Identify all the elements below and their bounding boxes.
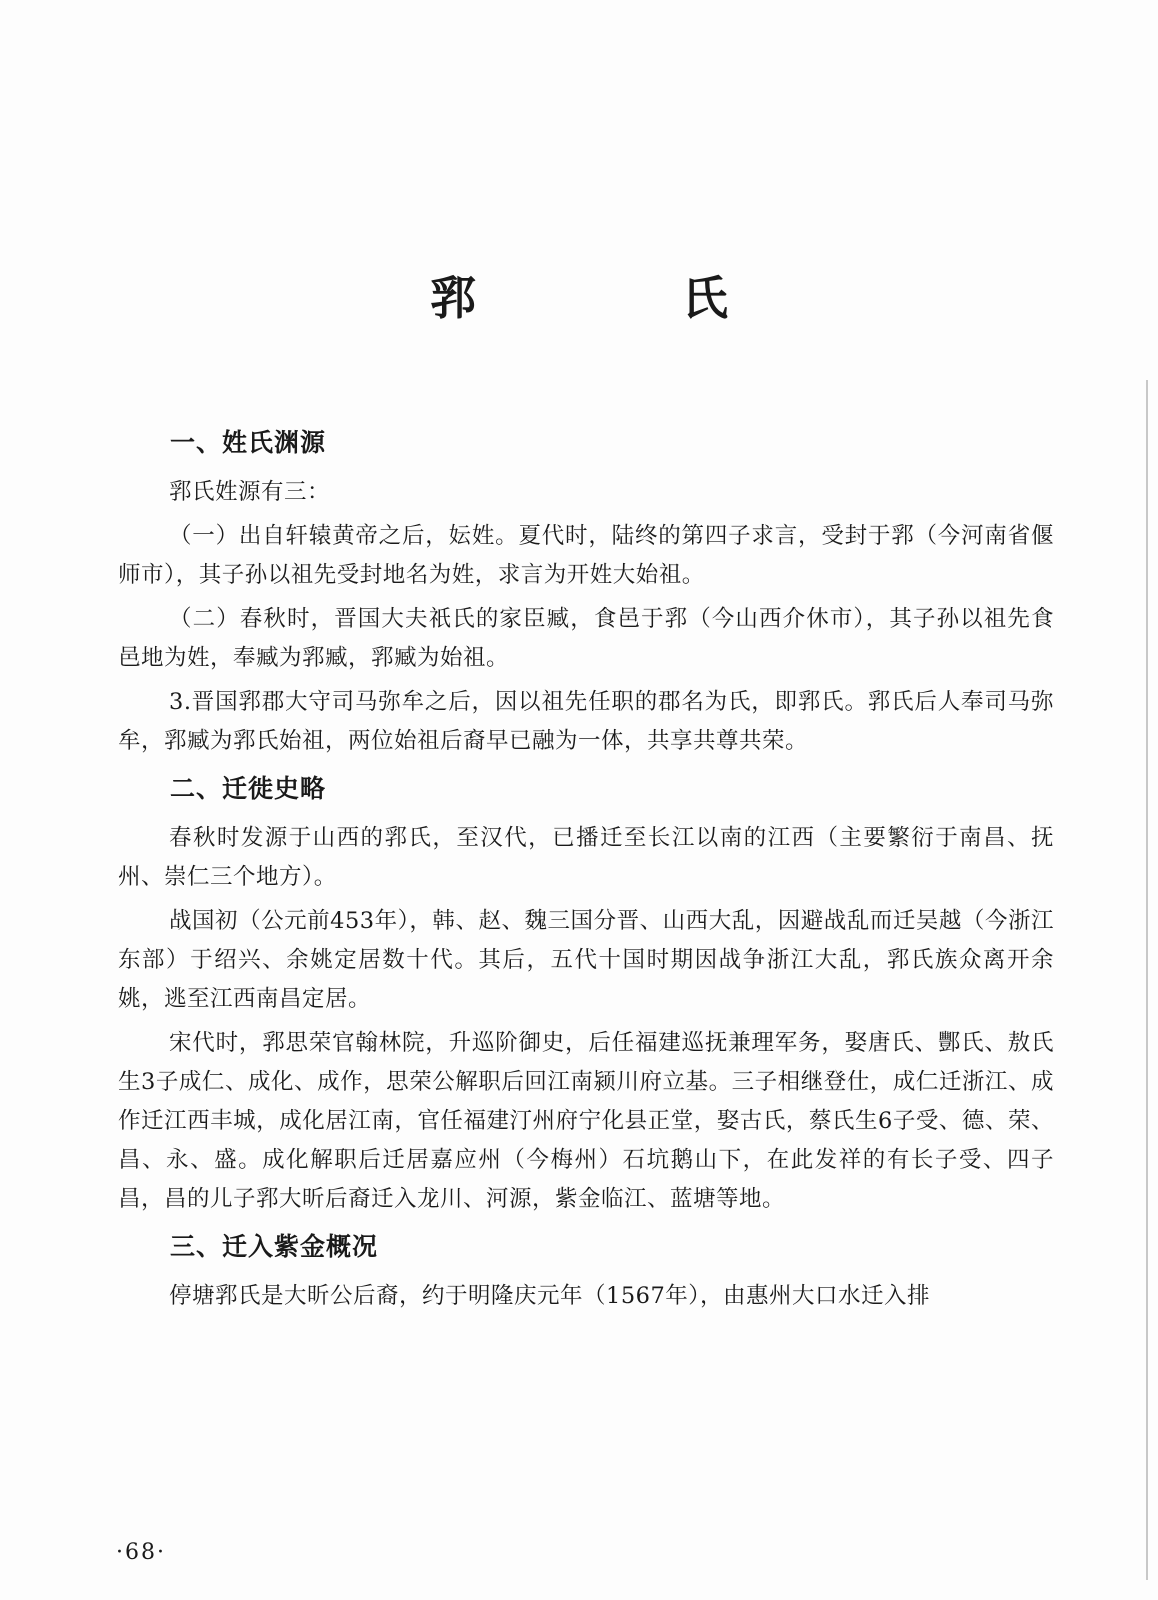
paragraph: 3.晋国郛郡大守司马弥牟之后，因以祖先任职的郡名为氏，即郛氏。郛氏后人奉司马弥牟，郛臧为郛氏始祖，两位始祖后裔早已融为一体，共享共尊共荣。 [118, 689, 1054, 754]
paragraph: （一）出自轩辕黄帝之后，妘姓。夏代时，陆终的第四子求言，受封于郛（今河南省偃师市），其子孙以祖先受封地名为姓，求言为开姓大始祖。 [118, 523, 1054, 588]
paragraph: 战国初（公元前453年），韩、赵、魏三国分晋、山西大乱，因避战乱而迁吴越（今浙江东部）于绍兴、余姚定居数十代。其后，五代十国时期因战争浙江大乱，郛氏族众离开余姚，逃至江西南昌定居。 [118, 908, 1054, 1012]
paragraph: 郛氏姓源有三： [169, 479, 331, 505]
page-title: 郛 氏 [430, 271, 808, 325]
scan-edge [1146, 380, 1148, 1580]
section-heading-zijin: 三、迁入紫金概况 [170, 1232, 379, 1261]
paragraph: 宋代时，郛思荣官翰林院，升巡阶御史，后任福建巡抚兼理军务，娶唐氏、酆氏、敖氏生3子成仁、成化、成作，思荣公解职后回江南颍川府立基。三子相继登仕，成仁迁浙江、成作迁江西丰城，成化居江南，官任福建汀州府宁化县正堂，娶古氏，蔡氏生6子受、德、荣、昌、永、盛。成化解职后迁居嘉应州（今梅州）石坑鹅山下，在此发祥的有长子受、四子昌，昌的儿子郛大昕后裔迁入龙川、河源，紫金临江、蓝塘等地。 [118, 1030, 1054, 1212]
paragraph: 春秋时发源于山西的郛氏，至汉代，已播迁至长江以南的江西（主要繁衍于南昌、抚州、崇仁三个地方）。 [118, 825, 1054, 890]
page-number: ·68· [116, 1540, 166, 1565]
paragraph: 停塘郛氏是大昕公后裔，约于明隆庆元年（1567年），由惠州大口水迁入排 [169, 1283, 931, 1309]
document-body [118, 425, 1054, 1321]
section-heading-migration: 二、迁徙史略 [170, 774, 327, 803]
section-heading-origin: 一、姓氏渊源 [170, 428, 327, 457]
paragraph: （二）春秋时，晋国大夫祇氏的家臣臧，食邑于郛（今山西介休市），其子孙以祖先食邑地为姓，奉臧为郛臧，郛臧为始祖。 [118, 606, 1054, 671]
